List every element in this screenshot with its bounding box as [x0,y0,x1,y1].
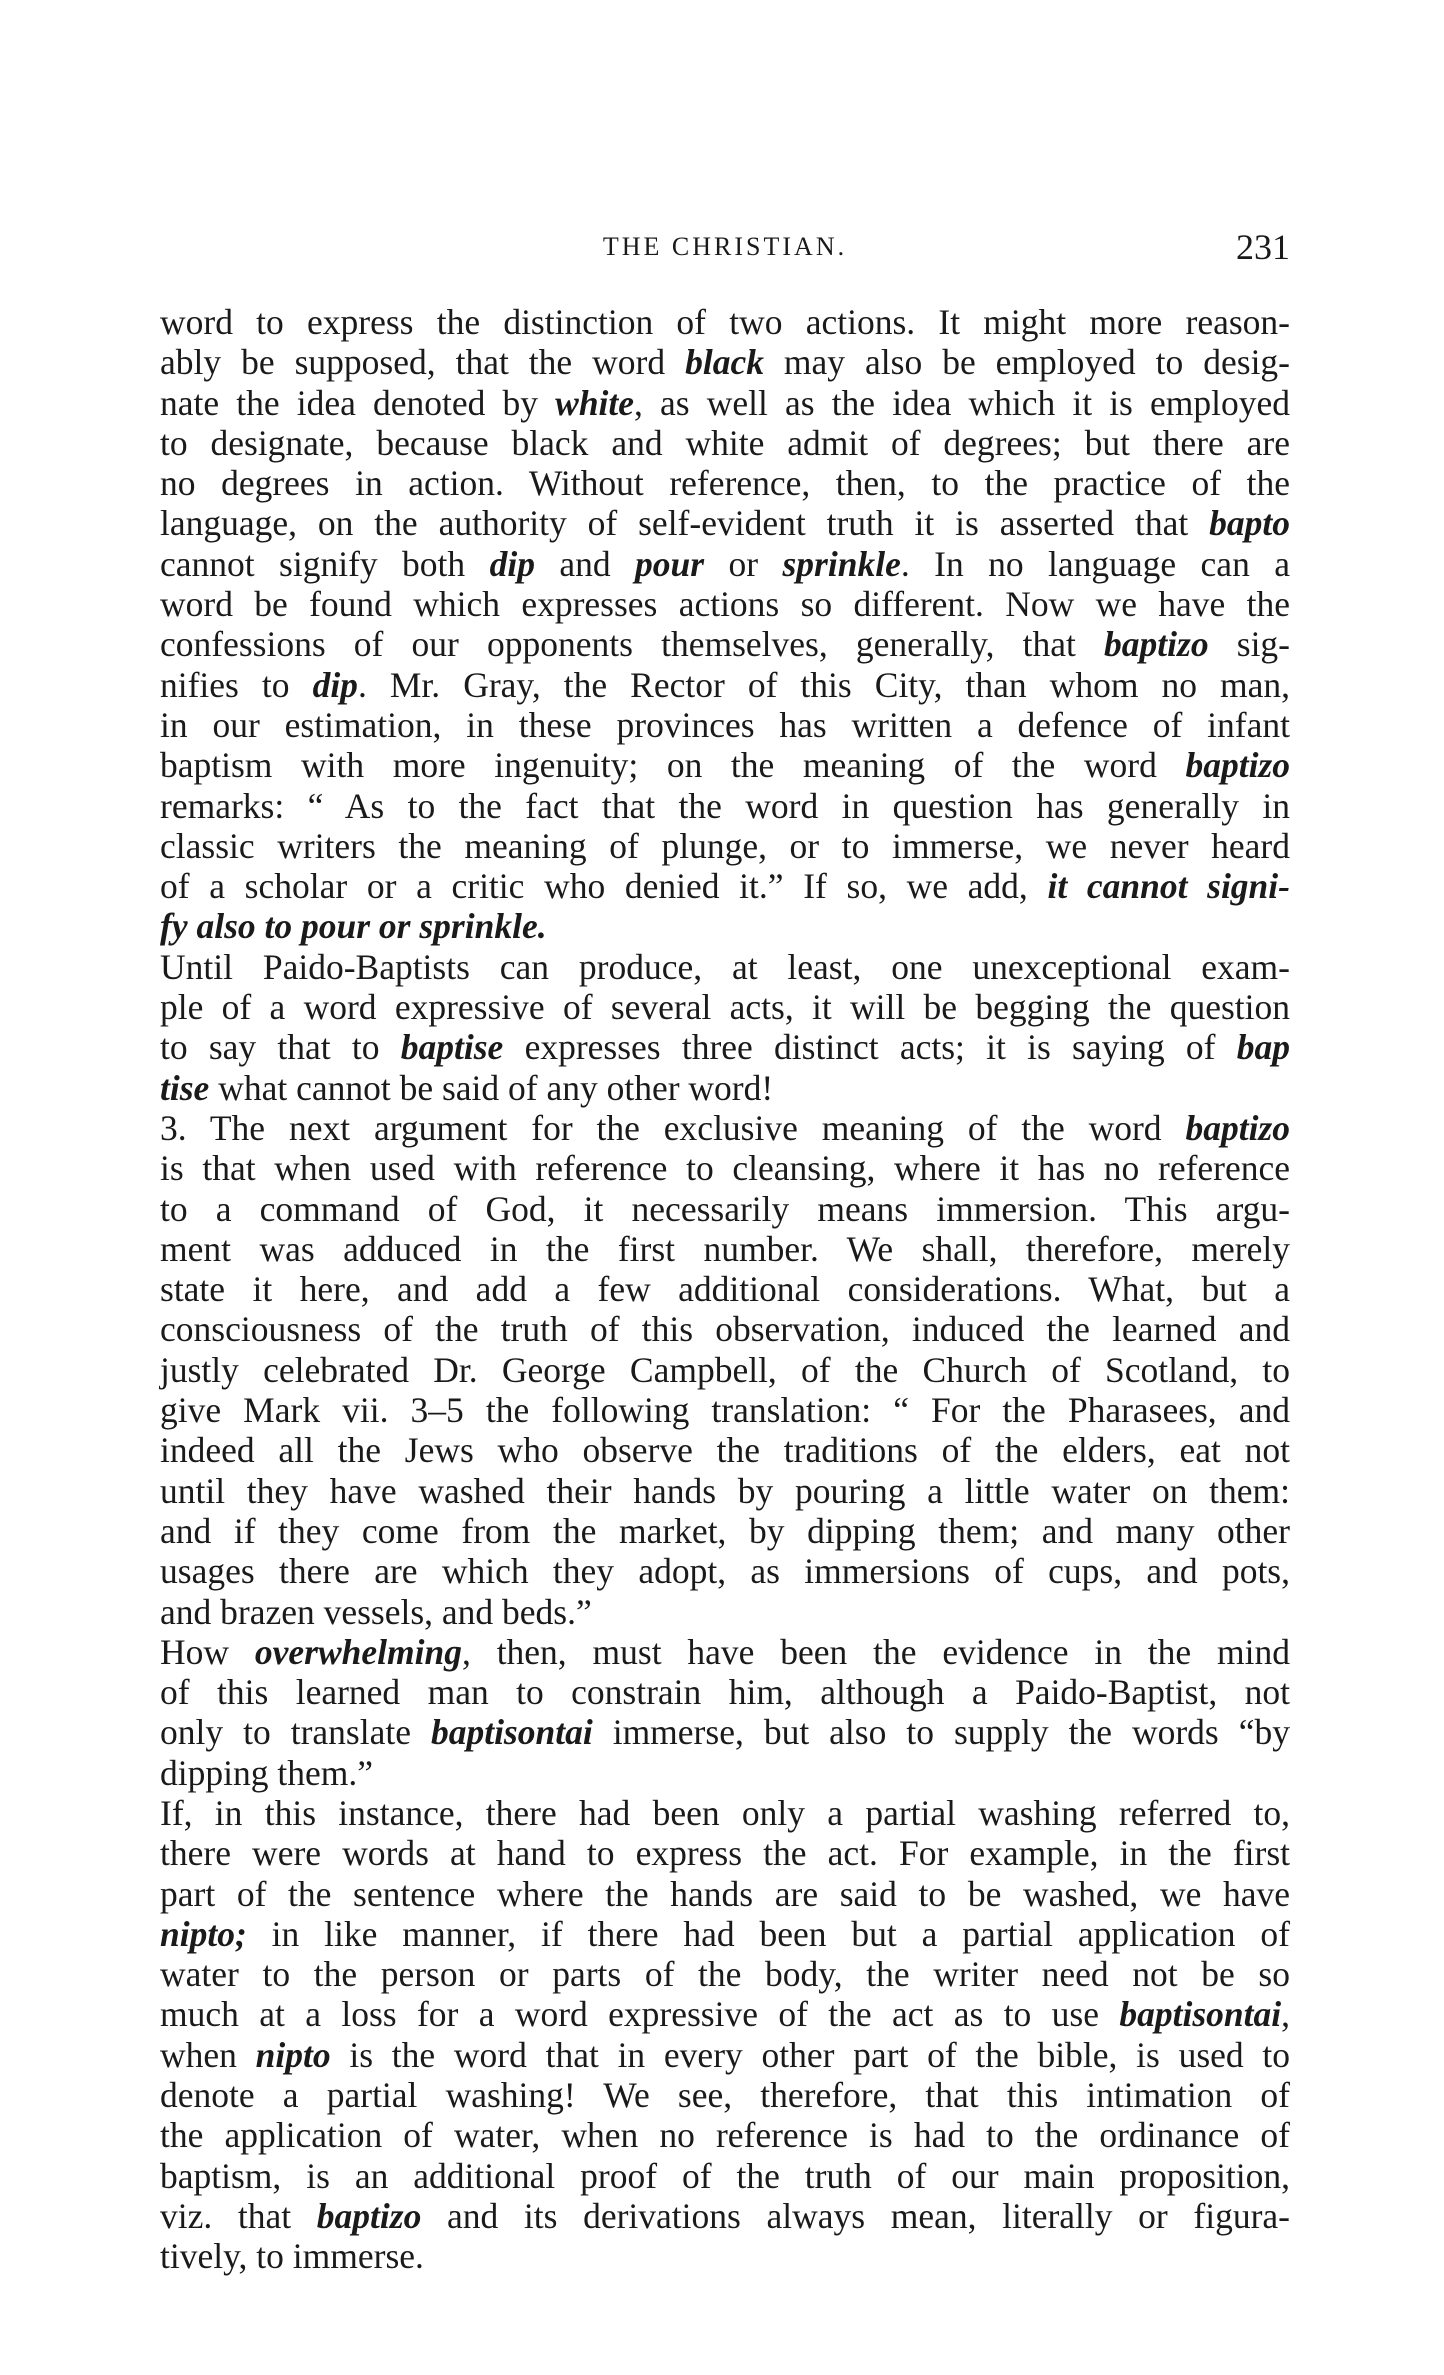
italic-term: dip [489,543,535,584]
text-line [160,1269,1290,1309]
text-run: water to the person or parts of the body, the writer need not be so [160,1954,1290,1995]
running-title: THE CHRISTIAN. [602,232,848,261]
text-run: only to translate [160,1712,431,1753]
text-line [160,624,1290,664]
text-line [160,2236,1290,2276]
text-run: no degrees in action. Without reference, then, to the practice of the [160,463,1290,504]
text-line [160,1068,1290,1108]
text-line [160,1712,1290,1752]
italic-term: sprinkle [782,543,901,584]
text-run: is the word that in every other part of the bible, is used to [330,2034,1290,2075]
italic-term: dip [312,664,358,705]
text-run: word to express the distinction of two actions. It might more reason- [160,302,1290,342]
text-line [160,1753,1290,1793]
text-line [160,1027,1290,1067]
text-line [160,1551,1290,1591]
text-run: and brazen vessels, and beds.” [160,1591,592,1632]
text-line [160,423,1290,463]
text-line [160,2115,1290,2155]
italic-term: overwhelming [254,1631,462,1672]
text-line [160,866,1290,906]
text-run: 3. The next argument for the exclusive meaning of the word [160,1107,1186,1148]
text-line [160,1148,1290,1188]
text-run: ple of a word expressive of several acts, it will be begging the question [160,987,1290,1028]
text-run: language, on the authority of self-evident truth it is asserted that [160,503,1210,544]
text-line [160,2075,1290,2115]
text-run: to designate, because black and white admit of degrees; but there are [160,422,1290,463]
text-run: what cannot be said of any other word! [209,1067,774,1108]
text-run: and its derivations always mean, literally or figura- [421,2195,1290,2236]
text-line [160,584,1290,624]
italic-term: baptizo [316,2195,422,2236]
italic-term: fy also to pour or sprinkle. [160,906,547,947]
italic-term: pour [635,543,705,584]
text-run: part of the sentence where the hands are said to be washed, we have [160,1873,1290,1914]
text-run: ment was adduced in the first number. We shall, therefore, merely [160,1228,1290,1269]
text-run: ably be supposed, that the word [160,342,686,383]
text-run: to say that to [160,1027,401,1068]
text-line [160,906,1290,946]
text-run: expresses three distinct acts; it is saying of [503,1027,1237,1068]
text-line [160,1350,1290,1390]
text-run: indeed all the Jews who observe the traditions of the elders, eat not [160,1430,1290,1471]
italic-term: baptizo [1185,1107,1290,1148]
text-line [160,1632,1290,1672]
text-line [160,463,1290,503]
text-line [160,342,1290,382]
text-run: classic writers the meaning of plunge, or to immerse, we never heard [160,825,1290,866]
text-line [160,947,1290,987]
text-line [160,1793,1290,1833]
text-line [160,2035,1290,2075]
italic-term: baptise [400,1027,504,1068]
italic-term: nipto [255,2034,331,2075]
text-line [160,1189,1290,1229]
italic-term: nipto; [160,1913,247,1954]
text-line [160,987,1290,1027]
italic-term: black [685,342,764,383]
text-line [160,544,1290,584]
text-run: . In no language can a [900,543,1290,584]
text-line [160,1833,1290,1873]
text-run: may also be employed to desig- [763,342,1290,383]
text-run: If, in this instance, there had been only a partial washing referred to, [160,1792,1290,1833]
text-run: sig- [1208,624,1290,665]
text-line [160,1592,1290,1632]
text-run: nate the idea denoted by [160,382,556,423]
text-run: confessions of our opponents themselves, generally, that [160,624,1105,665]
text-run: , then, must have been the evidence in the mind [461,1631,1290,1672]
italic-term: baptizo [1185,745,1290,786]
italic-term: bap [1236,1027,1290,1068]
text-run: and [534,543,636,584]
page-header [160,227,1290,272]
text-run: immerse, but also to supply the words “by [592,1712,1290,1753]
text-run: much at a loss for a word expressive of the act as to use [160,1994,1120,2035]
text-run: remarks: “ As to the fact that the word in question has generally in [160,785,1290,826]
text-run: Until Paido-Baptists can produce, at least, one unexceptional exam- [160,946,1290,987]
text-line [160,1430,1290,1470]
italic-term: tise [160,1067,210,1108]
text-run: in our estimation, in these provinces has written a defence of infant [160,704,1290,745]
text-run: justly celebrated Dr. George Campbell, of the Church of Scotland, to [160,1349,1290,1390]
text-run: dipping them.” [160,1752,373,1793]
text-run: baptism, is an additional proof of the truth of our main proposition, [160,2155,1290,2196]
italic-term: it cannot signi- [1047,866,1290,907]
page-number: 231 [1236,227,1290,267]
text-line [160,1108,1290,1148]
text-run: give Mark vii. 3–5 the following translation: “ For the Pharasees, and [160,1390,1290,1431]
text-line [160,1390,1290,1430]
text-run: of this learned man to constrain him, although a Paido-Baptist, not [160,1672,1290,1713]
text-run: denote a partial washing! We see, therefore, that this intimation of [160,2075,1290,2116]
text-line [160,1471,1290,1511]
text-line [160,1672,1290,1712]
text-run: cannot signify both [160,543,490,584]
text-run: until they have washed their hands by pouring a little water on them: [160,1470,1290,1511]
text-line [160,1229,1290,1269]
text-run: in like manner, if there had been but a partial application of [246,1913,1290,1954]
text-run: of a scholar or a critic who denied it.” If so, we add, [160,866,1048,907]
text-run: baptism with more ingenuity; on the meaning of the word [160,745,1186,786]
body-text [160,302,1290,2277]
italic-term: bapto [1209,503,1290,544]
text-line [160,1914,1290,1954]
text-line [160,705,1290,745]
text-run: . Mr. Gray, the Rector of this City, than whom no man, [357,664,1290,705]
text-line [160,1994,1290,2034]
text-run: , as well as the idea which it is employed [634,382,1290,423]
text-line [160,302,1290,342]
text-run: or [704,543,783,584]
text-run: tively, to immerse. [160,2236,424,2277]
text-run: state it here, and add a few additional considerations. What, but a [160,1269,1290,1310]
text-run: usages there are which they adopt, as immersions of cups, and pots, [160,1551,1290,1592]
text-line [160,383,1290,423]
text-line [160,786,1290,826]
text-run: there were words at hand to express the act. For example, in the first [160,1833,1290,1874]
text-line [160,665,1290,705]
text-line [160,2156,1290,2196]
text-line [160,826,1290,866]
text-run: when [160,2034,256,2075]
text-run: the application of water, when no reference is had to the ordinance of [160,2115,1290,2156]
text-line [160,1954,1290,1994]
text-run: word be found which expresses actions so different. Now we have the [160,584,1290,625]
text-line [160,1309,1290,1349]
italic-term: baptisontai [430,1712,593,1753]
text-run: , [1281,1994,1290,2035]
text-run: is that when used with reference to cleansing, where it has no reference [160,1148,1290,1189]
text-line [160,1511,1290,1551]
text-line [160,1874,1290,1914]
text-run: consciousness of the truth of this observation, induced the learned and [160,1309,1290,1350]
italic-term: white [555,382,635,423]
text-run: to a command of God, it necessarily means immersion. This argu- [160,1188,1290,1229]
text-run: viz. that [160,2195,317,2236]
text-line [160,745,1290,785]
text-run: How [160,1631,255,1672]
text-run: and if they come from the market, by dipping them; and many other [160,1510,1290,1551]
text-line [160,503,1290,543]
italic-term: baptizo [1104,624,1209,665]
text-run: nifies to [160,664,313,705]
italic-term: baptisontai [1119,1994,1282,2035]
text-line [160,2196,1290,2236]
